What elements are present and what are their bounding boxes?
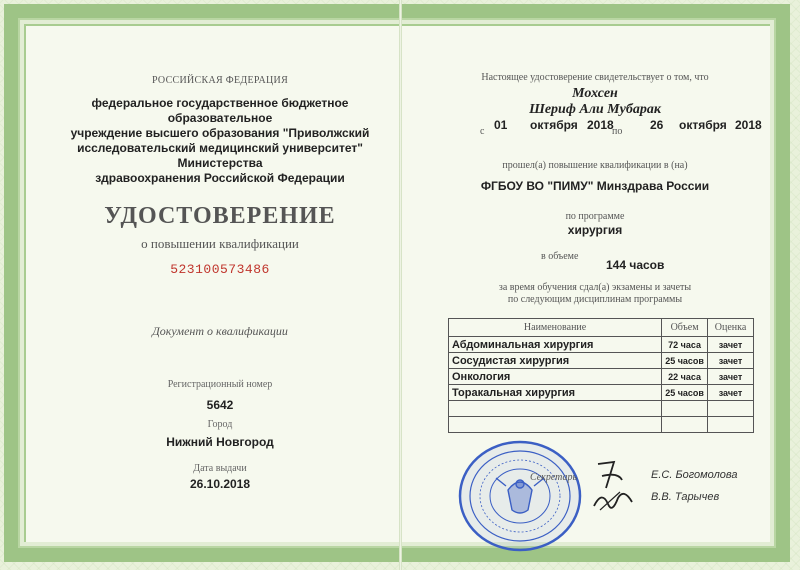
date-to-day: 26 <box>650 118 664 132</box>
registration-label: Регистрационный номер <box>167 379 273 390</box>
city-label: Город <box>207 419 233 430</box>
recipient-given-names: Шериф Али Мубарак <box>529 102 661 117</box>
organization-name <box>40 96 400 186</box>
table-header-row <box>449 319 754 337</box>
discipline-grade <box>708 401 754 417</box>
passed-text: прошел(а) повышение квалификации в (на) <box>502 160 688 171</box>
program-label: по программе <box>565 211 625 222</box>
discipline-name: Абдоминальная хирургия <box>449 337 662 353</box>
discipline-name: Онкология <box>449 369 662 385</box>
discipline-hours: 25 часов <box>662 353 708 369</box>
header-name: Наименование <box>449 319 662 337</box>
date-from-year: 2018 <box>587 118 614 132</box>
exam-line-1: за время обучения сдал(а) экзамены и зачеты <box>498 282 692 293</box>
city-value: Нижний Новгород <box>166 435 274 449</box>
header-volume: Объем <box>662 319 708 337</box>
date-to-prefix: по <box>612 126 623 137</box>
certificate-subtitle: о повышении квалификации <box>141 236 299 251</box>
table-row <box>449 369 754 385</box>
exam-line-2: по следующим дисциплинам программы <box>507 294 683 305</box>
certificate-title: УДОСТОВЕРЕНИЕ <box>104 203 336 229</box>
discipline-grade: зачет <box>708 385 754 401</box>
signatory-1: Е.С. Богомолова <box>651 469 738 481</box>
org-line: учреждение высшего образования "Приволжский <box>70 126 370 140</box>
discipline-hours: 72 часа <box>662 337 708 353</box>
discipline-grade: зачет <box>708 369 754 385</box>
document-type: Документ о квалификации <box>152 324 288 338</box>
discipline-hours <box>662 417 708 433</box>
signature-2-icon <box>590 486 636 516</box>
discipline-hours: 25 часов <box>662 385 708 401</box>
program-name: хирургия <box>567 223 623 237</box>
org-line: исследовательский медицинский университет" Министерства <box>77 141 363 170</box>
issue-date-label: Дата выдачи <box>193 463 247 474</box>
discipline-grade: зачет <box>708 353 754 369</box>
registration-number: 5642 <box>206 398 234 412</box>
discipline-name: Торакальная хирургия <box>449 385 662 401</box>
issue-date: 26.10.2018 <box>189 477 251 491</box>
official-stamp-icon <box>456 440 584 552</box>
table-row <box>449 385 754 401</box>
volume-label: в объеме <box>541 251 579 262</box>
signatory-2: В.В. Тарычев <box>651 491 720 503</box>
table-row <box>449 417 754 433</box>
header-grade: Оценка <box>708 319 754 337</box>
discipline-name <box>449 401 662 417</box>
table-row <box>449 353 754 369</box>
discipline-hours: 22 часа <box>662 369 708 385</box>
table-row <box>449 337 754 353</box>
volume-value: 144 часов <box>606 258 665 272</box>
date-from-prefix: с <box>480 126 485 137</box>
table-row <box>449 401 754 417</box>
org-line: здравоохранения Российской Федерации <box>95 171 345 185</box>
discipline-grade: зачет <box>708 337 754 353</box>
discipline-hours <box>662 401 708 417</box>
institution-name: ФГБОУ ВО "ПИМУ" Минздрава России <box>480 179 710 193</box>
discipline-name <box>449 417 662 433</box>
date-from-month: октября <box>530 118 578 132</box>
serial-number: 523100573486 <box>170 262 270 277</box>
org-line: федеральное государственное бюджетное образовательное <box>91 96 349 125</box>
intro-text: Настоящее удостоверение свидетельствует о том, что <box>481 72 709 83</box>
country-label: РОССИЙСКАЯ ФЕДЕРАЦИЯ <box>151 75 289 86</box>
discipline-name: Сосудистая хирургия <box>449 353 662 369</box>
discipline-grade <box>708 417 754 433</box>
disciplines-table <box>448 318 754 433</box>
recipient-surname: Мохсен <box>572 86 618 101</box>
date-from-day: 01 <box>494 118 508 132</box>
secretary-label: Секретарь <box>530 472 578 483</box>
date-to-month: октября <box>679 118 727 132</box>
date-to-year: 2018 <box>735 118 762 132</box>
